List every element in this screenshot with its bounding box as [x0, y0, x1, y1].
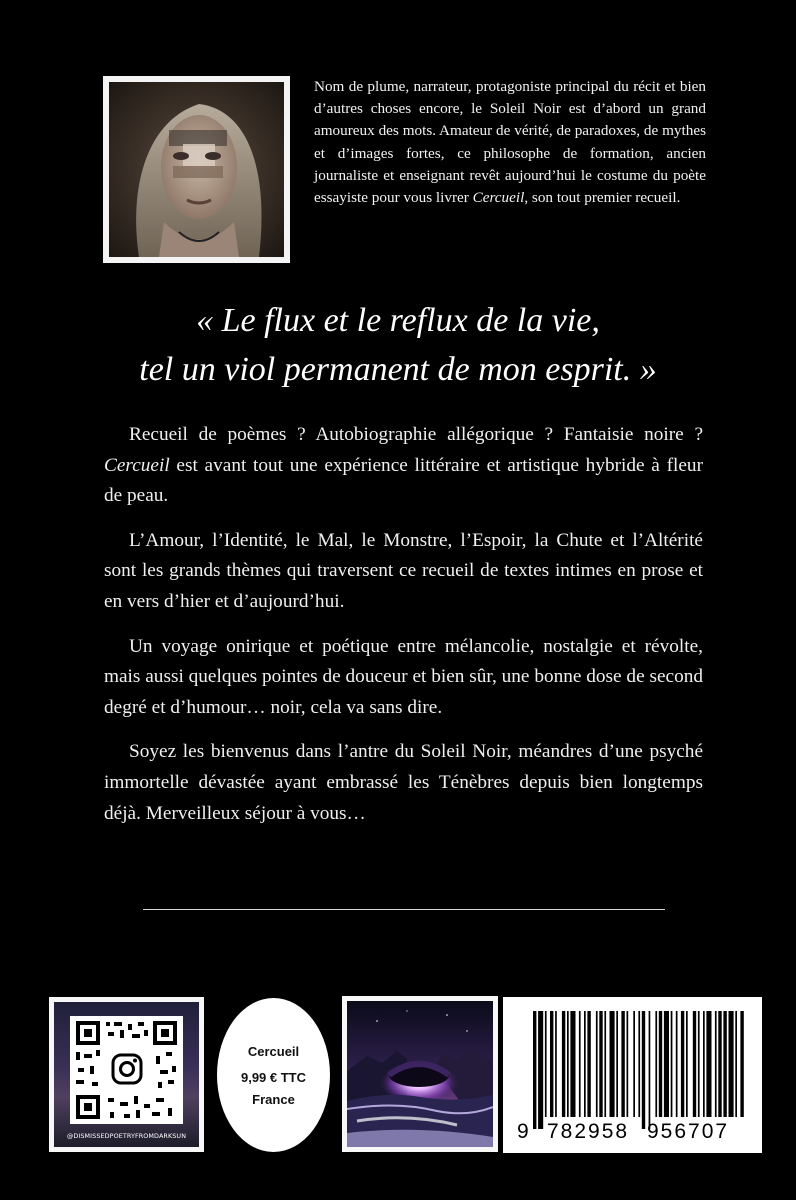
intro-text-1: Recueil de poèmes ? Autobiographie allégorique ? Fantaisie noire ?	[129, 424, 703, 445]
author-bio	[314, 76, 706, 209]
epigraph-quote	[60, 296, 736, 394]
barcode-bar	[723, 1011, 726, 1117]
description-paragraph-intro	[104, 420, 703, 512]
barcode-bar	[715, 1011, 717, 1117]
barcode-bar	[735, 1011, 737, 1117]
barcode-bar	[664, 1011, 669, 1117]
barcode-bar	[533, 1011, 536, 1129]
barcode-bar	[681, 1011, 684, 1117]
quote-line-2: tel un viol permanent de mon esprit. »	[139, 351, 657, 388]
barcode-bar	[638, 1011, 640, 1117]
barcode-bar	[596, 1011, 598, 1117]
price-country: France	[252, 1092, 295, 1107]
price-amount: 9,99 € TTC	[240, 1070, 307, 1085]
barcode-bar	[718, 1011, 721, 1117]
barcode-bar	[659, 1011, 662, 1117]
description-paragraph-journey: Un voyage onirique et poétique entre mélancolie, nostalgie et révolte, mais aussi quelques pointes de douceur et bien sûr, une bonne dose de second degré et d’humour… noir, cela va sans dire.	[104, 635, 703, 718]
author-portrait-image	[109, 82, 284, 257]
barcode-bar	[671, 1011, 673, 1117]
barcode-bar	[587, 1011, 590, 1117]
intro-text-2: est avant tout une expérience littéraire et artistique hybride à fleur de peau.	[104, 454, 703, 507]
barcode-bar	[545, 1011, 547, 1117]
barcode-bar	[567, 1011, 569, 1117]
barcode-bar	[584, 1011, 586, 1117]
barcode-first-digit: 9	[517, 1120, 531, 1143]
barcode-bar	[555, 1011, 557, 1117]
barcode-bar	[655, 1011, 657, 1117]
barcode-bar	[706, 1011, 711, 1117]
barcode-bar	[579, 1011, 581, 1117]
barcode-group-2: 956707	[647, 1120, 730, 1143]
barcode-bar	[729, 1011, 734, 1117]
barcode-bar	[621, 1011, 624, 1117]
cover-thumbnail	[342, 996, 498, 1152]
cover-art-image	[347, 1001, 493, 1147]
barcode-bar	[676, 1011, 678, 1117]
barcode-bar	[538, 1011, 543, 1129]
barcode-bar	[616, 1011, 618, 1117]
qr-code[interactable]	[70, 1016, 183, 1124]
isbn-barcode	[503, 997, 762, 1153]
bio-text-1: Nom de plume, narrateur, protagoniste principal du récit et bien d’autres choses encore, le Soleil Noir est d’abord un grand amoureux des mots. Amateur de vérité, de paradoxes, de mythes et d’images fortes, ce philosophe de formation, ancien journaliste et enseignant revêt aujourd’hui le costume du poète essayiste pour vous livrer	[314, 78, 706, 207]
social-handle: @DISMISSEDPOETRYFROMDARKSUN	[66, 1132, 187, 1140]
quote-line-1: « Le flux et le reflux de la vie,	[196, 302, 600, 339]
barcode-bar	[693, 1011, 696, 1117]
barcode-bar	[642, 1011, 645, 1129]
barcode-bar	[633, 1011, 635, 1117]
qr-code-panel[interactable]	[49, 997, 204, 1152]
barcode-bar	[686, 1011, 688, 1117]
barcode-bar	[570, 1011, 575, 1117]
barcode-group-1: 782958	[547, 1120, 630, 1143]
bio-book-title: Cercueil	[472, 189, 525, 207]
barcode-bar	[604, 1011, 606, 1117]
barcode-bar	[550, 1011, 553, 1117]
barcode-bar	[698, 1011, 700, 1117]
barcode-bar	[599, 1011, 602, 1117]
barcode-bar	[703, 1011, 705, 1117]
barcode-bar	[740, 1011, 743, 1117]
barcode-bar	[562, 1011, 565, 1117]
bio-text-2: , son tout premier recueil.	[524, 189, 681, 207]
book-description	[104, 420, 703, 843]
barcode-bar	[610, 1011, 615, 1117]
intro-book-title: Cercueil	[104, 454, 170, 476]
barcode-bar	[627, 1011, 629, 1117]
price-book-title: Cercueil	[247, 1044, 300, 1059]
description-paragraph-themes: L’Amour, l’Identité, le Mal, le Monstre, l’Espoir, la Chute et l’Altérité sont les grands thèmes qui traversent ce recueil de textes intimes en prose et en vers d’hier et d’aujourd’hui.	[104, 529, 703, 612]
section-divider	[143, 909, 665, 910]
qr-background	[54, 1002, 199, 1147]
barcode-bar	[649, 1011, 651, 1129]
price-badge	[217, 998, 330, 1152]
description-paragraph-welcome: Soyez les bienvenus dans l’antre du Soleil Noir, méandres d’une psyché immortelle dévastée ayant embrassé les Ténèbres depuis bien longtemps déjà. Merveilleux séjour à vous…	[104, 741, 703, 824]
qr-code-pattern	[70, 1016, 183, 1124]
author-photo	[103, 76, 290, 263]
